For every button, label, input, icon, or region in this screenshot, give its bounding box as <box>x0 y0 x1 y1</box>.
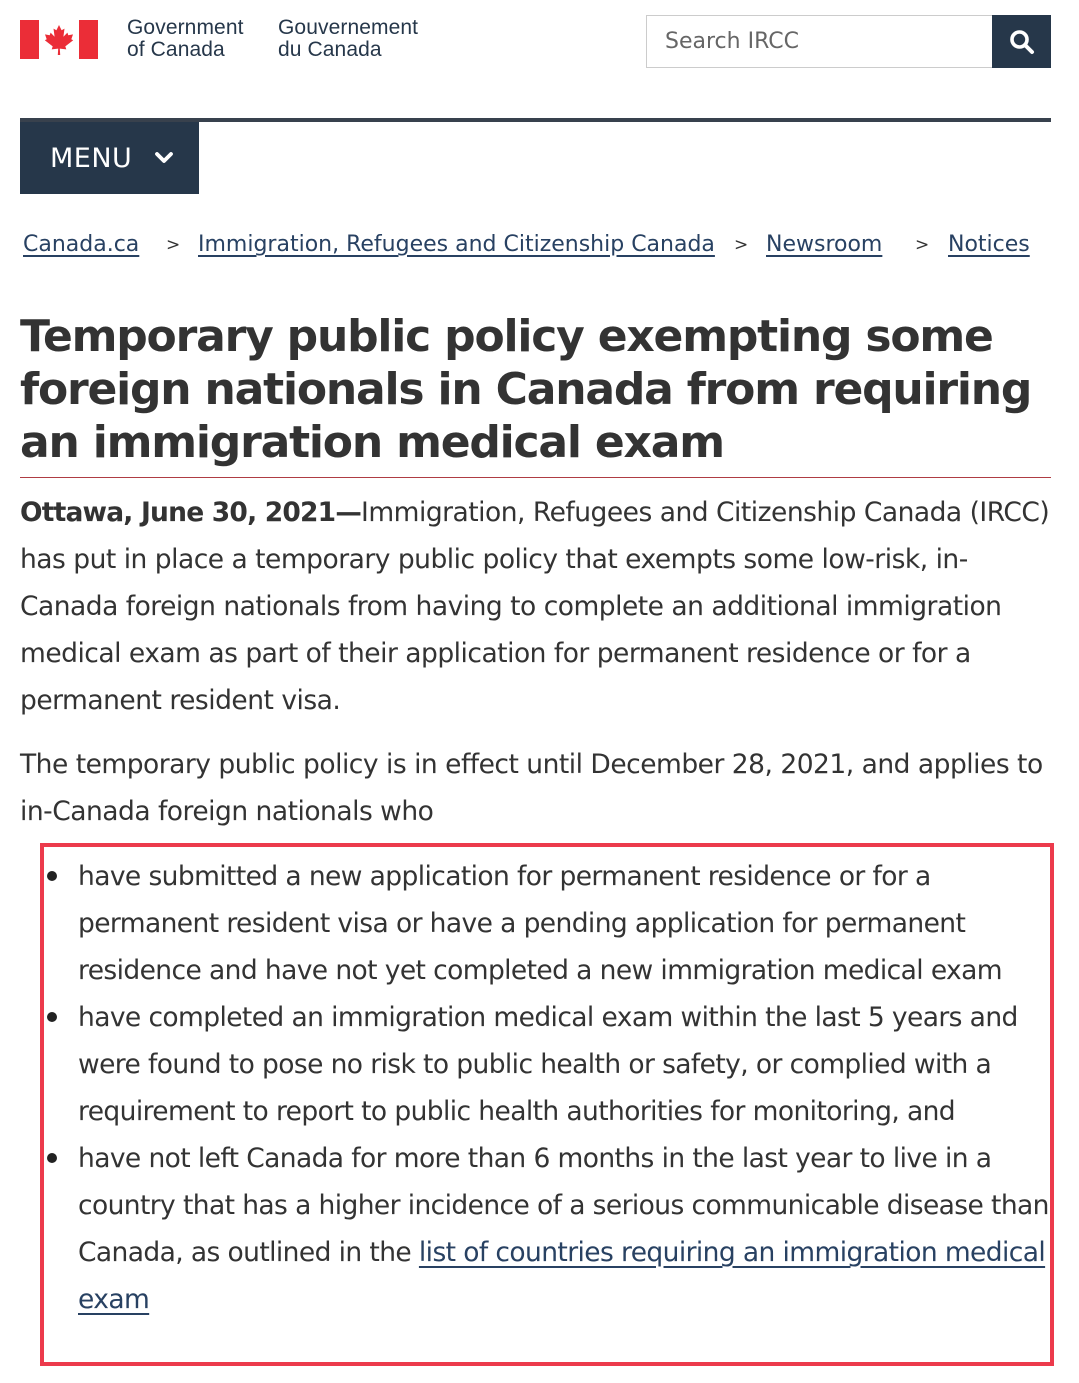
menu-button[interactable] <box>20 122 199 194</box>
gouvernement-du-canada-signature[interactable] <box>278 17 418 61</box>
list-item <box>78 994 1053 1135</box>
effect-paragraph: The temporary public policy is in effect until December 28, 2021, and applies to in-Canada foreign nationals who <box>20 749 1043 827</box>
search-icon <box>1009 29 1035 55</box>
dateline: Ottawa, June 30, 2021— <box>20 497 362 528</box>
breadcrumb <box>23 230 1053 262</box>
menu-label: MENU <box>50 142 133 174</box>
breadcrumb-link-canada-ca[interactable]: Canada.ca <box>23 232 140 257</box>
bullet-icon <box>47 871 57 881</box>
breadcrumb-link-notices[interactable]: Notices <box>948 232 1030 257</box>
signature-fr-line2: du Canada <box>278 38 382 61</box>
page-title: Temporary public policy exempting some foreign nationals in Canada from requiring an immigration medical exam <box>20 311 1032 468</box>
breadcrumb-separator: > <box>166 235 181 255</box>
list-item <box>78 1135 1053 1323</box>
signature-en-line1: Government <box>127 16 244 39</box>
title-divider <box>20 477 1051 478</box>
bullet-icon <box>47 1012 57 1022</box>
government-of-canada-signature[interactable] <box>127 17 244 61</box>
breadcrumb-link-ircc[interactable]: Immigration, Refugees and Citizenship Canada <box>198 232 715 257</box>
search-input[interactable] <box>646 15 992 68</box>
breadcrumb-separator: > <box>915 235 930 255</box>
bullet-icon <box>47 1153 57 1163</box>
criteria-list <box>78 853 1053 1323</box>
list-item <box>78 853 1053 994</box>
intro-paragraph <box>20 489 1050 724</box>
search-button[interactable] <box>992 15 1051 68</box>
criteria-text: have completed an immigration medical exam within the last 5 years and were found to pose no risk to public health or safety, or complied with a requirement to report to public health authorities for monitoring, and <box>78 1002 1018 1127</box>
canada-flag-icon[interactable] <box>20 20 98 59</box>
breadcrumb-separator: > <box>734 235 749 255</box>
search-form <box>646 15 1051 68</box>
breadcrumb-link-newsroom[interactable]: Newsroom <box>766 232 883 257</box>
intro-text: Immigration, Refugees and Citizenship Canada (IRCC) has put in place a temporary public policy that exempts some low-risk, in-Canada foreign nationals from having to complete an additional immigration medical exam as part of their application for permanent residence or for a permanent resident visa. <box>20 497 1050 716</box>
criteria-text: have submitted a new application for permanent residence or for a permanent resident visa or have a pending application for permanent residence and have not yet completed a new immigration medical exam <box>78 861 1002 986</box>
signature-fr-line1: Gouvernement <box>278 16 419 39</box>
site-header <box>0 0 1079 118</box>
signature-en-line2: of Canada <box>127 38 225 61</box>
countries-list-link[interactable]: list of countries requiring an immigration medical exam <box>78 1237 1046 1315</box>
criteria-text: have not left Canada for more than 6 months in the last year to live in a country that has a higher incidence of a serious communicable disease than Canada, as outlined in the <box>78 1143 1049 1268</box>
chevron-down-icon <box>154 151 174 165</box>
